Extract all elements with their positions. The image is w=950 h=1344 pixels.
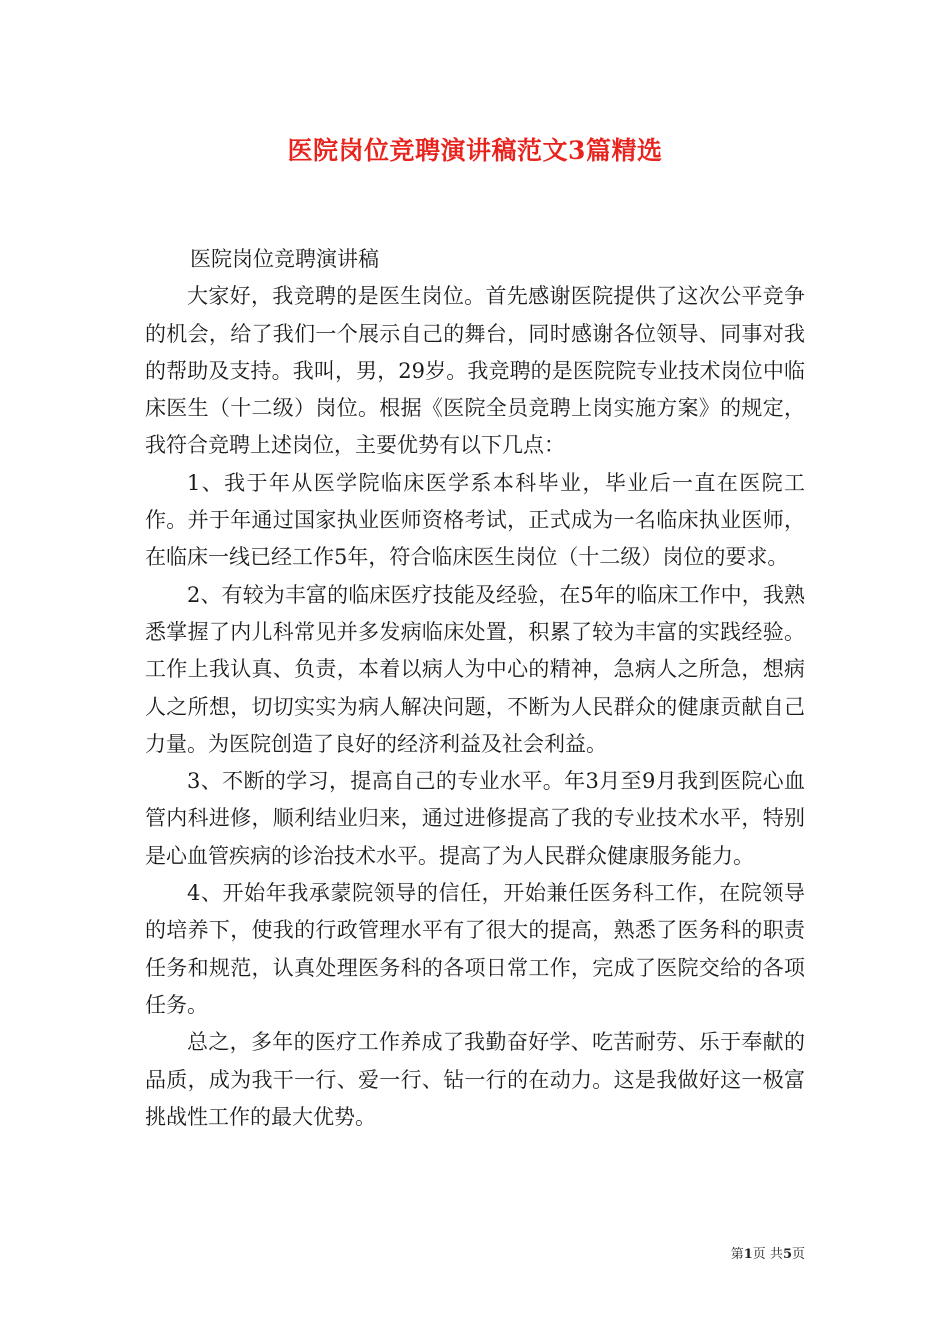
paragraph-point-3: 3、不断的学习，提高自己的专业水平。年3月至9月我到医院心血管内科进修，顺利结业归来，通过进修提高了我的专业技术水平，特别是心血管疾病的诊治技术水平。提高了为人民群众健康服务能力。: [145, 769, 805, 868]
footer-suffix: 页: [791, 1247, 805, 1262]
footer-total-pages: 5: [782, 1247, 792, 1262]
paragraph-point-2: 2、有较为丰富的临床医疗技能及经验，在5年的临床工作中，我熟悉掌握了内儿科常见并多发病临床处置，积累了较为丰富的实践经验。工作上我认真、负责，本着以病人为中心的精神，急病人之所急，想病人之所想，切切实实为病人解决问题，不断为人民群众的健康贡献自己力量。为医院创造了良好的经济利益及社会利益。: [145, 582, 805, 756]
paragraph-conclusion: 总之，多年的医疗工作养成了我勤奋好学、吃苦耐劳、乐于奉献的品质，成为我干一行、爱一行、钻一行的在动力。这是我做好这一极富挑战性工作的最大优势。: [145, 1030, 805, 1129]
document-title: 医院岗位竞聘演讲稿范文3篇精选: [287, 136, 663, 165]
footer-middle: 页 共: [752, 1247, 783, 1262]
paragraph-intro: 大家好，我竞聘的是医生岗位。首先感谢医院提供了这次公平竞争的机会，给了我们一个展示自己的舞台，同时感谢各位领导、同事对我的帮助及支持。我叫，男，29岁。我竞聘的是医院院专业技术岗位中临床医生（十二级）岗位。根据《医院全员竞聘上岗实施方案》的规定，我符合竞聘上述岗位，主要优势有以下几点：: [145, 284, 805, 458]
page-number-footer: [731, 1246, 805, 1264]
paragraph-point-1: 1、我于年从医学院临床医学系本科毕业，毕业后一直在医院工作。并于年通过国家执业医师资格考试，正式成为一名临床执业医师，在临床一线已经工作5年，符合临床医生岗位（十二级）岗位的要求。: [145, 470, 805, 570]
footer-current-page: 1: [743, 1247, 753, 1262]
document-subtitle: 医院岗位竞聘演讲稿: [190, 247, 379, 271]
footer-prefix: 第: [730, 1247, 744, 1262]
document-body: [145, 241, 805, 1136]
paragraph-point-4: 4、开始年我承蒙院领导的信任，开始兼任医务科工作，在院领导的培养下，使我的行政管理水平有了很大的提高，熟悉了医务科的职责任务和规范，认真处理医务科的各项日常工作，完成了医院交给的各项任务。: [145, 881, 805, 1017]
